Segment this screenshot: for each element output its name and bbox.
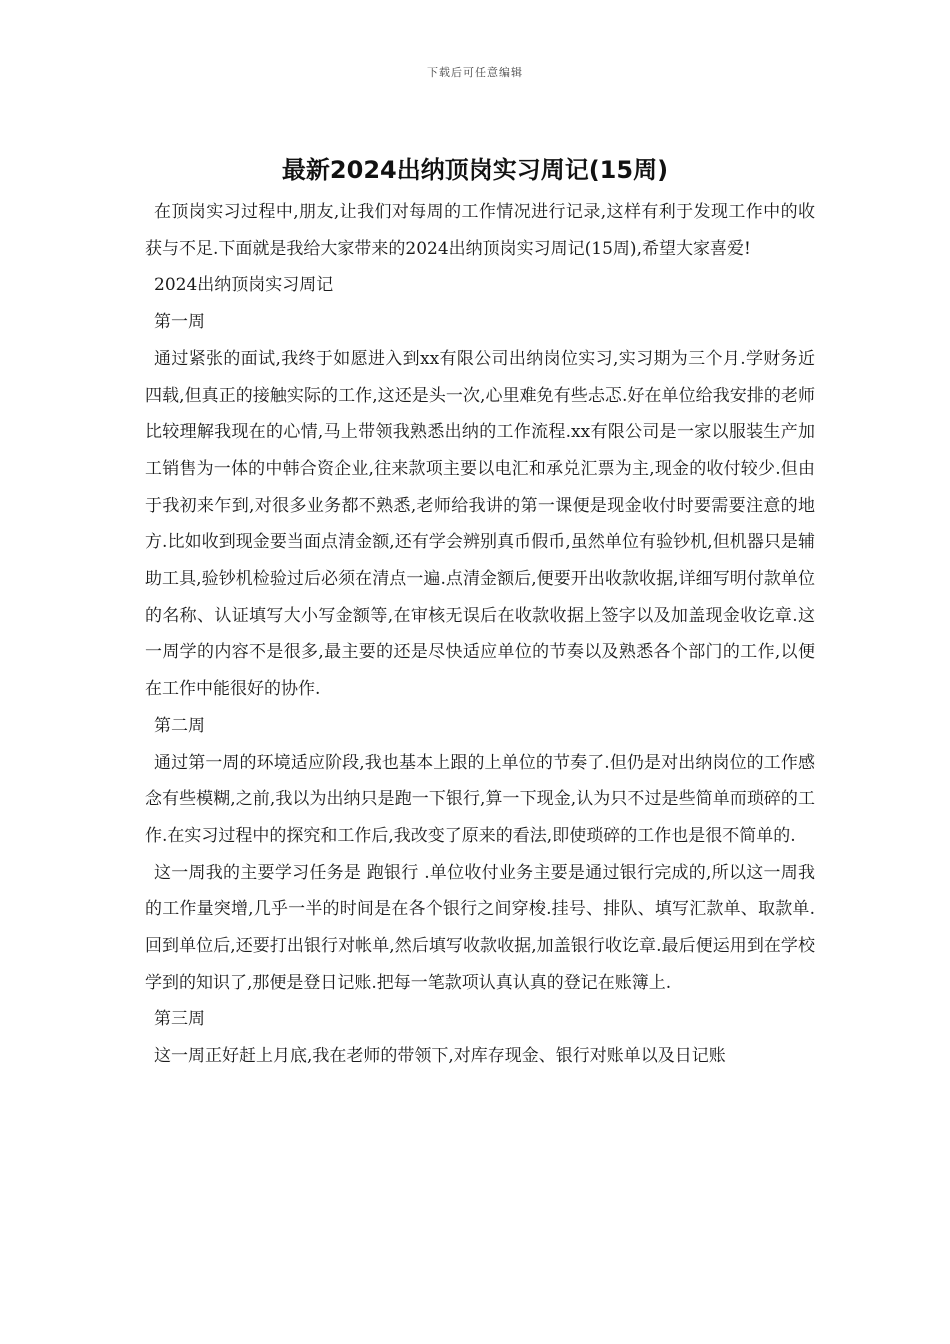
week-2-paragraph-2: 这一周我的主要学习任务是 跑银行 .单位收付业务主要是通过银行完成的,所以这一周我的工作量突增,几乎一半的时间是在各个银行之间穿梭.挂号、排队、填写汇款单、取款单.回到单位后,还要打出银行对帐单,然后填写收款收据,加盖银行收讫章.最后便运用到在学校学到的知识了,那便是登日记账.把每一笔款项认真认真的登记在账簿上. <box>145 862 815 993</box>
week-heading-3: 第三周 <box>154 1009 205 1030</box>
week-3-paragraph: 这一周正好赶上月底,我在老师的带领下,对库存现金、银行对账单以及日记账 <box>154 1046 726 1067</box>
section-heading: 2024出纳顶岗实习周记 <box>154 275 334 296</box>
week-heading-2: 第二周 <box>154 715 205 736</box>
week-2-paragraph-1: 通过第一周的环境适应阶段,我也基本上跟的上单位的节奏了.但仍是对出纳岗位的工作感念有些模糊,之前,我以为出纳只是跑一下银行,算一下现金,认为只不过是些简单而琐碎的工作.在实习过程中的探究和工作后,我改变了原来的看法,即使琐碎的工作也是很不简单的. <box>145 752 815 846</box>
document-title: 最新2024出纳顶岗实习周记(15周) <box>281 156 669 184</box>
document-body <box>145 194 815 1075</box>
week-1-paragraph: 通过紧张的面试,我终于如愿进入到xx有限公司出纳岗位实习,实习期为三个月.学财务近四载,但真正的接触实际的工作,这还是头一次,心里难免有些忐忑.好在单位给我安排的老师比较理解我现在的心情,马上带领我熟悉出纳的工作流程.xx有限公司是一家以服装生产加工销售为一体的中韩合资企业,往来款项主要以电汇和承兑汇票为主,现金的收付较少.但由于我初来乍到,对很多业务都不熟悉,老师给我讲的第一课便是现金收付时要需要注意的地方.比如收到现金要当面点清金额,还有学会辨别真币假币,虽然单位有验钞机,但机器只是辅助工具,验钞机检验过后必须在清点一遍.点清金额后,便要开出收款收据,详细写明付款单位的名称、认证填写大小写金额等,在审核无误后在收款收据上签字以及加盖现金收讫章.这一周学的内容不是很多,最主要的还是尽快适应单位的节奏以及熟悉各个部门的工作,以便在工作中能很好的协作. <box>145 348 815 700</box>
week-heading-1: 第一周 <box>154 312 205 333</box>
intro-paragraph: 在顶岗实习过程中,朋友,让我们对每周的工作情况进行记录,这样有利于发现工作中的收获与不足.下面就是我给大家带来的2024出纳顶岗实习周记(15周),希望大家喜爱! <box>145 202 815 259</box>
header-note: 下载后可任意编辑 <box>427 66 523 79</box>
